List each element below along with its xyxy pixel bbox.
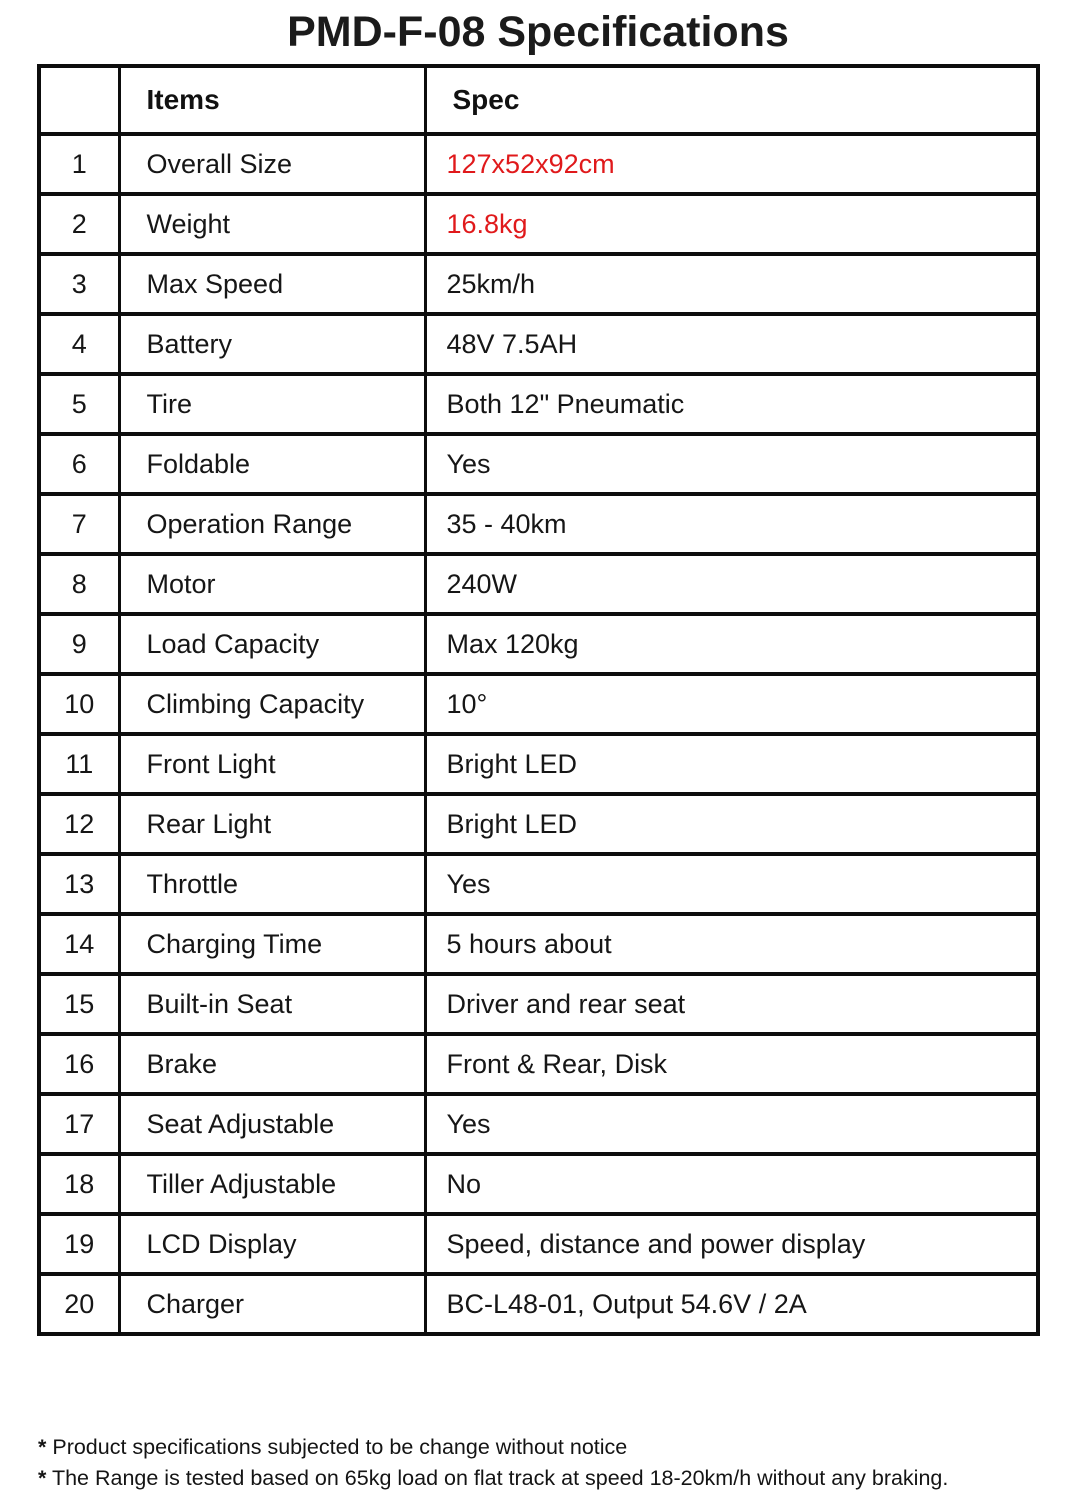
footnote-marker: * [38,1466,47,1490]
row-number: 15 [39,974,119,1034]
row-number: 4 [39,314,119,374]
row-spec: Bright LED [425,794,1038,854]
footnote [38,1432,1048,1463]
row-number: 10 [39,674,119,734]
table-row [39,1154,1038,1214]
table-row [39,494,1038,554]
spec-table [37,64,1040,1336]
header-items-cell: Items [119,66,425,134]
row-spec: 5 hours about [425,914,1038,974]
table-row [39,254,1038,314]
row-item: Brake [119,1034,425,1094]
footnote-text: Product specifications subjected to be change without notice [46,1435,628,1459]
row-number: 20 [39,1274,119,1334]
header-spec-cell: Spec [425,66,1038,134]
row-number: 16 [39,1034,119,1094]
row-item: Weight [119,194,425,254]
table-row [39,854,1038,914]
row-item: Front Light [119,734,425,794]
row-number: 17 [39,1094,119,1154]
row-spec: Yes [425,1094,1038,1154]
row-number: 8 [39,554,119,614]
row-spec: 127x52x92cm [425,134,1038,194]
row-item: Throttle [119,854,425,914]
row-item: Load Capacity [119,614,425,674]
row-item: Tire [119,374,425,434]
table-header-row [39,66,1038,134]
footnote-text: The Range is tested based on 65kg load on flat track at speed 18-20km/h without any braking. [46,1466,949,1490]
footnote [38,1463,1048,1494]
row-item: Tiller Adjustable [119,1154,425,1214]
row-spec: Driver and rear seat [425,974,1038,1034]
row-number: 11 [39,734,119,794]
row-spec: Max 120kg [425,614,1038,674]
row-number: 12 [39,794,119,854]
row-number: 1 [39,134,119,194]
footnote-marker: * [38,1435,47,1459]
row-number: 9 [39,614,119,674]
row-item: Operation Range [119,494,425,554]
row-number: 6 [39,434,119,494]
row-spec: Front & Rear, Disk [425,1034,1038,1094]
row-spec: BC-L48-01, Output 54.6V / 2A [425,1274,1038,1334]
table-row [39,1274,1038,1334]
row-item: Seat Adjustable [119,1094,425,1154]
table-row [39,1214,1038,1274]
row-spec: 48V 7.5AH [425,314,1038,374]
row-item: LCD Display [119,1214,425,1274]
table-row [39,974,1038,1034]
table-row [39,734,1038,794]
row-number: 18 [39,1154,119,1214]
row-number: 13 [39,854,119,914]
row-spec: 10° [425,674,1038,734]
row-spec: 35 - 40km [425,494,1038,554]
page-title: PMD-F-08 Specifications [287,8,789,56]
row-item: Charger [119,1274,425,1334]
table-row [39,1094,1038,1154]
header-number-cell [39,66,119,134]
row-spec: Speed, distance and power display [425,1214,1038,1274]
row-item: Rear Light [119,794,425,854]
row-spec: Bright LED [425,734,1038,794]
row-number: 5 [39,374,119,434]
row-item: Max Speed [119,254,425,314]
footnotes [38,1432,1048,1494]
row-spec: Yes [425,434,1038,494]
table-row [39,614,1038,674]
table-row [39,374,1038,434]
row-number: 14 [39,914,119,974]
row-item: Overall Size [119,134,425,194]
row-item: Battery [119,314,425,374]
row-item: Charging Time [119,914,425,974]
row-item: Built-in Seat [119,974,425,1034]
table-row [39,794,1038,854]
table-row [39,434,1038,494]
table-row [39,674,1038,734]
table-row [39,314,1038,374]
table-row [39,134,1038,194]
row-item: Climbing Capacity [119,674,425,734]
row-spec: 240W [425,554,1038,614]
table-row [39,1034,1038,1094]
row-spec: No [425,1154,1038,1214]
row-item: Foldable [119,434,425,494]
row-spec: Both 12" Pneumatic [425,374,1038,434]
table-row [39,554,1038,614]
row-number: 3 [39,254,119,314]
row-number: 2 [39,194,119,254]
row-number: 19 [39,1214,119,1274]
row-spec: 25km/h [425,254,1038,314]
row-spec: Yes [425,854,1038,914]
row-number: 7 [39,494,119,554]
row-spec: 16.8kg [425,194,1038,254]
table-row [39,914,1038,974]
table-row [39,194,1038,254]
row-item: Motor [119,554,425,614]
